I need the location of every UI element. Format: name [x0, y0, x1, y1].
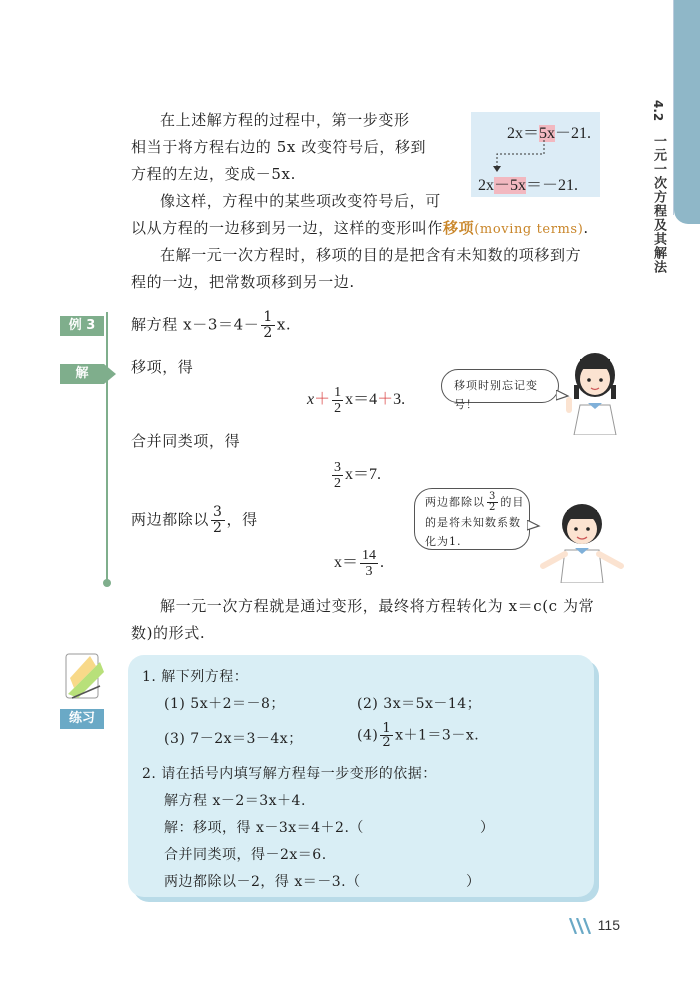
- example-problem-suffix: x.: [276, 315, 292, 334]
- summary-line-2: 数)的形式.: [131, 624, 206, 642]
- page-number-slashes: [568, 918, 596, 934]
- example-problem-fraction: [261, 310, 275, 341]
- step-1-text: 移项，得: [131, 358, 194, 376]
- eq1-x: x: [307, 391, 315, 409]
- intro-line-6: 在解一元一次方程时，移项的目的是把含有未知数的项移到方: [160, 246, 582, 264]
- speech-bubble-girl: 移项时别忘记变号！: [441, 369, 559, 403]
- bubble2-line-2: 的是将未知数系数: [425, 516, 521, 529]
- diagram-eq2-term: －5x: [494, 177, 527, 194]
- summary-line-1: 解一元一次方程就是通过变形，最终将方程转化为 x＝c(c 为常: [160, 597, 595, 615]
- diagram-eq1-left: 2x＝: [507, 125, 540, 142]
- eq2-frac-num: 3: [334, 460, 341, 475]
- diagram-eq2-left: 2x: [478, 177, 494, 194]
- bubble2-fraction: [487, 492, 498, 513]
- q1-4-rest: x＋1＝3－x.: [395, 727, 480, 744]
- intro-line-5-text: 以从方程的一边移到另一边，这样的变形叫作: [131, 219, 444, 237]
- side-divider: [673, 0, 674, 215]
- example-label: 例 3: [60, 316, 104, 336]
- question-2-line-4-close: ）: [466, 874, 481, 890]
- timeline-end-dot: [103, 579, 111, 587]
- page-number: 115: [597, 917, 620, 933]
- chapter-side-tab: [674, 0, 700, 224]
- eq2-fraction: [332, 460, 343, 491]
- intro-line-7: 程的一边，把常数项移到另一边.: [131, 273, 355, 291]
- intro-line-3: 方程的左边，变成－5x.: [131, 165, 296, 183]
- moving-term-diagram: [471, 112, 600, 197]
- question-1-part-2: (2) 3x＝5x－14；: [357, 696, 482, 712]
- question-2-title: 2. 请在括号内填写解方程每一步变形的依据：: [142, 766, 437, 782]
- bubble2-frac-den: 2: [489, 502, 497, 513]
- eq3-fraction: [360, 548, 378, 579]
- solution-label: 解: [60, 364, 104, 384]
- eq1-mid: x＝4: [345, 391, 378, 409]
- question-2-line-1: 解方程 x－2＝3x＋4.: [164, 793, 306, 809]
- frac-num: 1: [263, 309, 273, 325]
- q1-4-fraction: [380, 722, 393, 749]
- bubble2-line-3: 化为1.: [425, 535, 462, 548]
- eq1-fraction: [332, 385, 343, 416]
- step3-frac-den: 2: [213, 520, 223, 536]
- eq3-frac-den: 3: [365, 564, 373, 579]
- boy-illustration: [535, 498, 630, 583]
- intro-line-2: 相当于将方程右边的 5x 改变符号后，移到: [131, 138, 427, 156]
- intro-line-5: [131, 215, 589, 243]
- step-3-text: [131, 505, 258, 536]
- diagram-equation-2: [478, 172, 578, 195]
- intro-line-1: 在上述解方程的过程中，第一步变形: [160, 111, 410, 129]
- eq2-rest: x＝7.: [345, 466, 382, 484]
- eq1-frac-den: 2: [334, 401, 342, 416]
- diagram-eq1-term: 5x: [539, 125, 556, 142]
- solution-timeline: [106, 312, 108, 582]
- side-section-title: 一元一次方程及其解法: [651, 134, 666, 274]
- example-problem: [131, 310, 291, 341]
- eq1-plus-2: ＋: [377, 391, 394, 409]
- q1-4-frac-num: 1: [382, 721, 392, 736]
- question-1-part-4: [357, 722, 479, 750]
- question-1-part-3: (3) 7－2x＝3－4x；: [164, 731, 303, 747]
- step-2-text: 合并同类项，得: [131, 432, 241, 450]
- intro-line-4: 像这样，方程中的某些项改变符号后，可: [160, 192, 441, 210]
- bubble2-suffix: 的目: [500, 495, 525, 509]
- practice-notebook-icon: [60, 648, 110, 704]
- question-2-line-4: 两边都除以－2，得 x＝－3.（: [164, 874, 361, 890]
- example-problem-prefix: 解方程 x－3＝4－: [131, 315, 260, 334]
- diagram-eq1-right: －21.: [555, 125, 592, 142]
- q1-4-frac-den: 2: [382, 735, 392, 750]
- question-2-line-3: 合并同类项，得－2x＝6.: [164, 847, 327, 863]
- eq3-left: x＝: [334, 554, 359, 572]
- step-3-fraction: [211, 505, 225, 536]
- intro-line-5-end: .: [583, 219, 589, 237]
- bubble2-frac-num: 3: [489, 491, 497, 502]
- eq1-plus: ＋: [314, 391, 331, 409]
- practice-label: 练习: [60, 709, 104, 729]
- term-english: (moving terms): [474, 222, 584, 237]
- diagram-eq2-right: ＝－21.: [526, 177, 579, 194]
- frac-den: 2: [263, 325, 273, 341]
- step-3-suffix: ，得: [226, 510, 258, 529]
- bubble2-prefix: 两边都除以: [425, 495, 485, 509]
- girl-illustration: [560, 345, 630, 435]
- eq3-end: .: [380, 554, 385, 572]
- question-2-line-2-close: ）: [480, 820, 495, 836]
- bubble2-line-1: [425, 492, 525, 513]
- step-3-prefix: 两边都除以: [131, 510, 210, 529]
- step3-frac-num: 3: [213, 504, 223, 520]
- step-1-equation: [307, 385, 405, 416]
- step-3-equation: [334, 548, 384, 579]
- question-1-part-1: (1) 5x＋2＝－8；: [164, 696, 285, 712]
- eq3-frac-num: 14: [362, 548, 377, 563]
- term-moving: 移项: [443, 219, 475, 237]
- question-1-title: 1. 解下列方程：: [142, 669, 249, 685]
- question-2-line-2: 解：移项，得 x－3x＝4＋2.（: [164, 820, 364, 836]
- side-section-number: 4.2: [651, 100, 665, 122]
- eq1-frac-num: 1: [334, 385, 342, 400]
- eq2-frac-den: 2: [334, 476, 341, 491]
- speech-bubble-boy: [414, 488, 530, 550]
- q1-4-label: (4): [357, 727, 379, 744]
- step-2-equation: [330, 460, 381, 491]
- eq1-end: 3.: [393, 391, 406, 409]
